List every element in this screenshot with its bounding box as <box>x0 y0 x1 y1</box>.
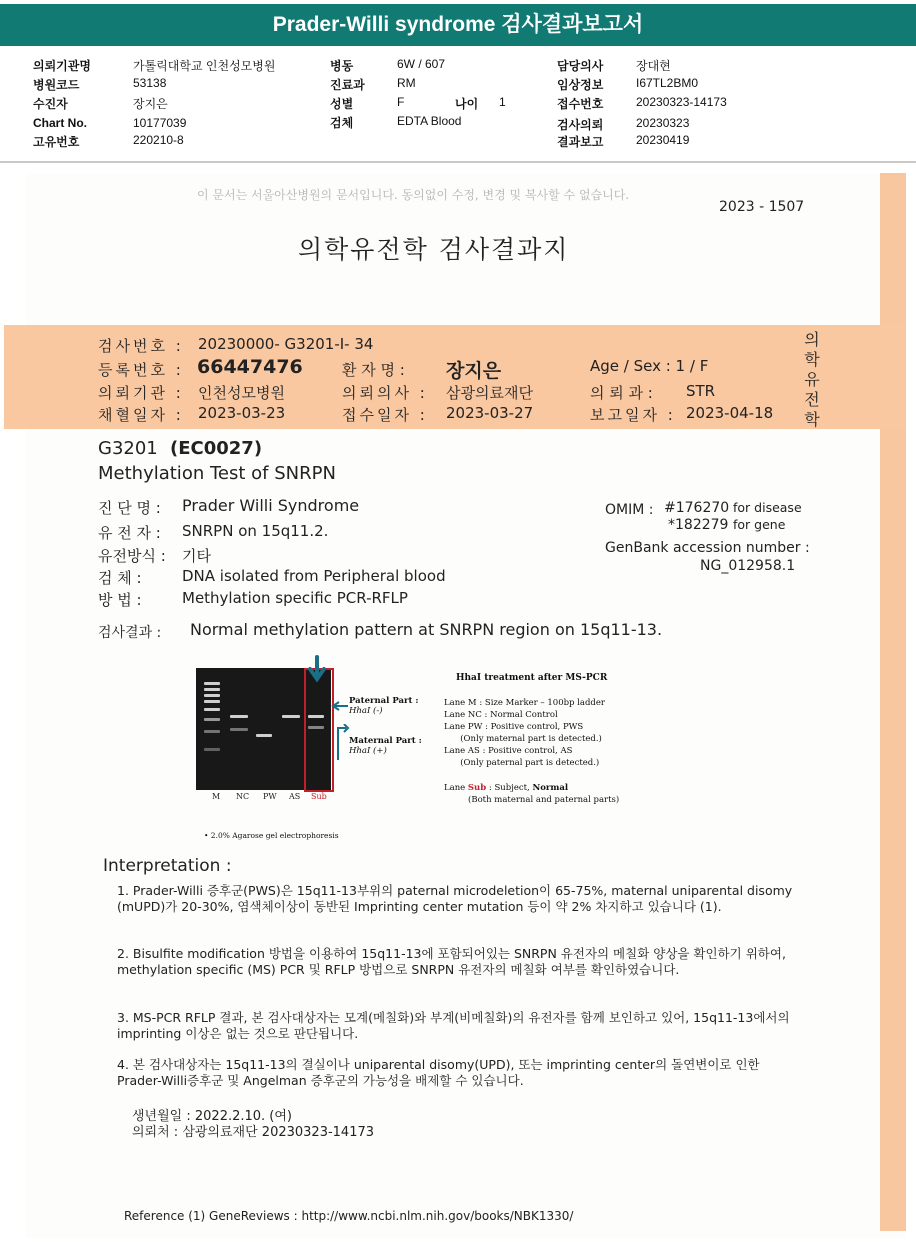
header-value: EDTA Blood <box>397 114 462 128</box>
interpretation-paragraph: 4. 본 검사대상자는 15q11-13의 결실이나 uniparental disomy(UPD), 또는 imprinting center의 돌연변이로 인한 Prader-Willi증후군 및 Angelman 증후군의 가능성을 배제할 수 있습니다. <box>117 1057 760 1088</box>
test-code-secondary: (EC0027) <box>170 438 263 459</box>
omim-label: OMIM : <box>605 502 654 518</box>
header-value: I67TL2BM0 <box>636 76 699 90</box>
field-value: SNRPN on 15q11.2. <box>182 522 329 540</box>
marker-band <box>204 730 220 733</box>
department: STR <box>686 382 716 400</box>
interpretation-paragraph: 3. MS-PCR RFLP 결과, 본 검사대상자는 모계(메칠화)와 부계(비메칠화)의 유전자를 함께 보인하고 있어, 15q11-13에서의 imprinting 이상은 없는 것으로 판단됩니다. <box>117 1010 790 1041</box>
report-date: 2023-04-18 <box>686 404 774 422</box>
doctor-label: 의뢰의사 : <box>342 384 428 402</box>
legend-sub-rest: : Subject, <box>486 783 533 793</box>
omim-gene: *182279 <box>668 517 729 533</box>
marker-band <box>204 748 220 751</box>
marker-band <box>204 708 220 711</box>
field-label: 검 체 : <box>98 569 142 587</box>
receive-date-label: 접수일자 : <box>342 406 428 424</box>
result-text: Normal methylation pattern at SNRPN region on 15q11-13. <box>190 620 663 639</box>
reference: Reference (1) GeneReviews : http://www.ncbi.nlm.nih.gov/books/NBK1330/ <box>124 1209 574 1223</box>
maternal-enzyme: HhaI (+) <box>349 746 387 756</box>
lane-label: M <box>212 792 221 801</box>
header-label: 병동 <box>330 59 354 73</box>
marker-band <box>204 700 220 703</box>
test-number: 20230000- G3201-I- 34 <box>198 335 374 353</box>
institution: 인천성모병원 <box>198 384 285 402</box>
marker-band <box>204 688 220 691</box>
receive-date: 2023-03-27 <box>446 404 534 422</box>
document-title: 의학유전학 검사결과지 <box>298 235 570 264</box>
patient-name-label: 환 자 명 : <box>342 361 405 379</box>
genbank-number: NG_012958.1 <box>700 558 796 574</box>
collection-date: 2023-03-23 <box>198 404 286 422</box>
omim-gene-note: for gene <box>733 517 786 532</box>
field-value: Methylation specific PCR-RFLP <box>182 589 408 607</box>
bracket-arrow-icon <box>330 724 350 764</box>
header-value: 장지은 <box>133 97 168 111</box>
header-value: 20230419 <box>636 133 690 147</box>
header-label: 검체 <box>330 116 354 130</box>
watermark-notice: 이 문서는 서울아산병원의 문서입니다. 동의없이 수정, 변경 및 복사할 수 없습니다. <box>197 188 630 202</box>
header-label: 수진자 <box>33 97 68 111</box>
requester: 의뢰처 : 삼광의료재단 20230323-14173 <box>132 1125 375 1140</box>
omim-disease-note: for disease <box>733 500 802 515</box>
doctor: 삼광의료재단 <box>446 384 533 402</box>
interpretation-title: Interpretation : <box>103 856 232 876</box>
interpretation-paragraph: 2. Bisulfite modification 방법을 이용하여 15q11-13에 포함되어있는 SNRPN 유전자의 메칠화 양상을 확인하기 위하여, methylation specific (MS) PCR 및 RFLP 방법으로 SNRPN 유전자의 메칠화 여부를 확인하였습니다. <box>117 946 786 977</box>
header-value: 53138 <box>133 76 167 90</box>
header-value: 220210-8 <box>133 133 184 147</box>
header-value: 20230323 <box>636 116 690 130</box>
paternal-enzyme: HhaI (-) <box>349 706 383 716</box>
field-label: 유전방식 : <box>98 547 166 565</box>
report-title-bar <box>0 4 916 46</box>
as-band <box>282 715 300 718</box>
birth-date: 생년월일 : 2022.2.10. (여) <box>132 1109 293 1124</box>
test-number-label: 검사번호 : <box>98 337 184 355</box>
header-label: 담당의사 <box>557 59 604 73</box>
patient-info-band-edge <box>880 325 906 429</box>
marker-band <box>204 718 220 721</box>
header-value: 1 <box>499 95 506 109</box>
legend-sub-bold: Normal <box>532 783 569 793</box>
header-label: 결과보고 <box>557 135 604 149</box>
result-label: 검사결과 : <box>98 625 162 641</box>
header-label: 병원코드 <box>33 78 80 92</box>
header-label: Chart No. <box>33 116 87 130</box>
paternal-label: Paternal Part : <box>349 696 419 706</box>
header-value: 20230323-14173 <box>636 95 727 109</box>
lane-label: PW <box>263 792 277 801</box>
header-label: 고유번호 <box>33 135 80 149</box>
header-label: 성별 <box>330 97 354 111</box>
field-label: 진 단 명 : <box>98 499 161 517</box>
reg-number-label: 등록번호 : <box>98 361 184 379</box>
document-number: 2023 - 1507 <box>719 199 805 215</box>
lane-label: NC <box>236 792 250 801</box>
figure-caption: • 2.0% Agarose gel electrophoresis <box>204 831 339 840</box>
maternal-label: Maternal Part : <box>349 736 422 746</box>
header-value: 가톨릭대학교 인천성모병원 <box>133 59 276 73</box>
down-arrow-icon <box>306 655 328 685</box>
header-value: F <box>397 95 405 109</box>
genbank-label: GenBank accession number : <box>605 540 810 556</box>
legend-line: (Only maternal part is detected.) <box>444 734 602 744</box>
left-arrow-icon <box>330 700 350 712</box>
header-label: 진료과 <box>330 78 365 92</box>
department-label: 의 뢰 과 : <box>590 384 653 402</box>
lane-label: Sub <box>311 792 327 801</box>
interpretation-paragraph: 1. Prader-Willi 증후군(PWS)은 15q11-13부위의 paternal microdeletion이 65-75%, maternal uniparental disomy (mUPD)가 20-30%, 염색체이상이 동반된 Imprinting center mutation 등이 약 2% 차지하고 있습니다 (1). <box>117 883 793 914</box>
header-divider <box>0 161 916 163</box>
header-label: 임상정보 <box>557 78 604 92</box>
header-label: 의뢰기관명 <box>33 59 91 73</box>
pw-band <box>256 734 272 737</box>
report-title: Prader-Willi syndrome 검사결과보고서 <box>272 13 644 36</box>
header-value: 10177039 <box>133 116 187 130</box>
legend-line: (Both maternal and paternal parts) <box>468 795 620 805</box>
header-label: 접수번호 <box>557 97 604 111</box>
patient-name: 장지은 <box>446 360 502 382</box>
vertical-label: 의학유전학 <box>804 330 820 429</box>
omim-disease: #176270 <box>664 500 730 516</box>
header-value: 6W / 607 <box>397 57 446 71</box>
marker-band <box>204 694 220 697</box>
collection-date-label: 채혈일자 : <box>98 406 184 424</box>
lane-label: AS <box>289 792 301 801</box>
header-value: 장대현 <box>636 59 671 73</box>
field-value: DNA isolated from Peripheral blood <box>182 567 446 585</box>
field-value: Prader Willi Syndrome <box>182 496 360 515</box>
nc-maternal-band <box>230 728 248 731</box>
test-name: Methylation Test of SNRPN <box>98 463 336 484</box>
legend-subject-line <box>444 783 568 793</box>
field-label: 유 전 자 : <box>98 524 161 542</box>
header-value: RM <box>397 76 416 90</box>
institution-label: 의뢰기관 : <box>98 384 184 402</box>
reg-number: 66447476 <box>197 356 303 378</box>
test-code: G3201 <box>98 438 158 459</box>
marker-band <box>204 682 220 685</box>
legend-line: Lane AS : Positive control, AS <box>444 746 573 756</box>
legend-line: Lane NC : Normal Control <box>444 710 558 720</box>
legend-line: Lane PW : Positive control, PWS <box>444 722 584 732</box>
nc-paternal-band <box>230 715 248 718</box>
legend-sub-word: Sub <box>467 783 487 793</box>
header-label: 검사의뢰 <box>557 118 604 132</box>
age-sex: Age / Sex : 1 / F <box>590 357 709 375</box>
legend-line: (Only paternal part is detected.) <box>444 758 600 768</box>
field-value: 기타 <box>182 547 211 565</box>
report-date-label: 보고일자 : <box>590 406 676 424</box>
legend-title: HhaI treatment after MS-PCR <box>456 673 608 683</box>
legend-sub-prefix: Lane <box>444 783 468 793</box>
field-label: 방 법 : <box>98 591 142 609</box>
legend-line: Lane M : Size Marker – 100bp ladder <box>444 698 605 708</box>
header-label: 나이 <box>455 97 479 111</box>
